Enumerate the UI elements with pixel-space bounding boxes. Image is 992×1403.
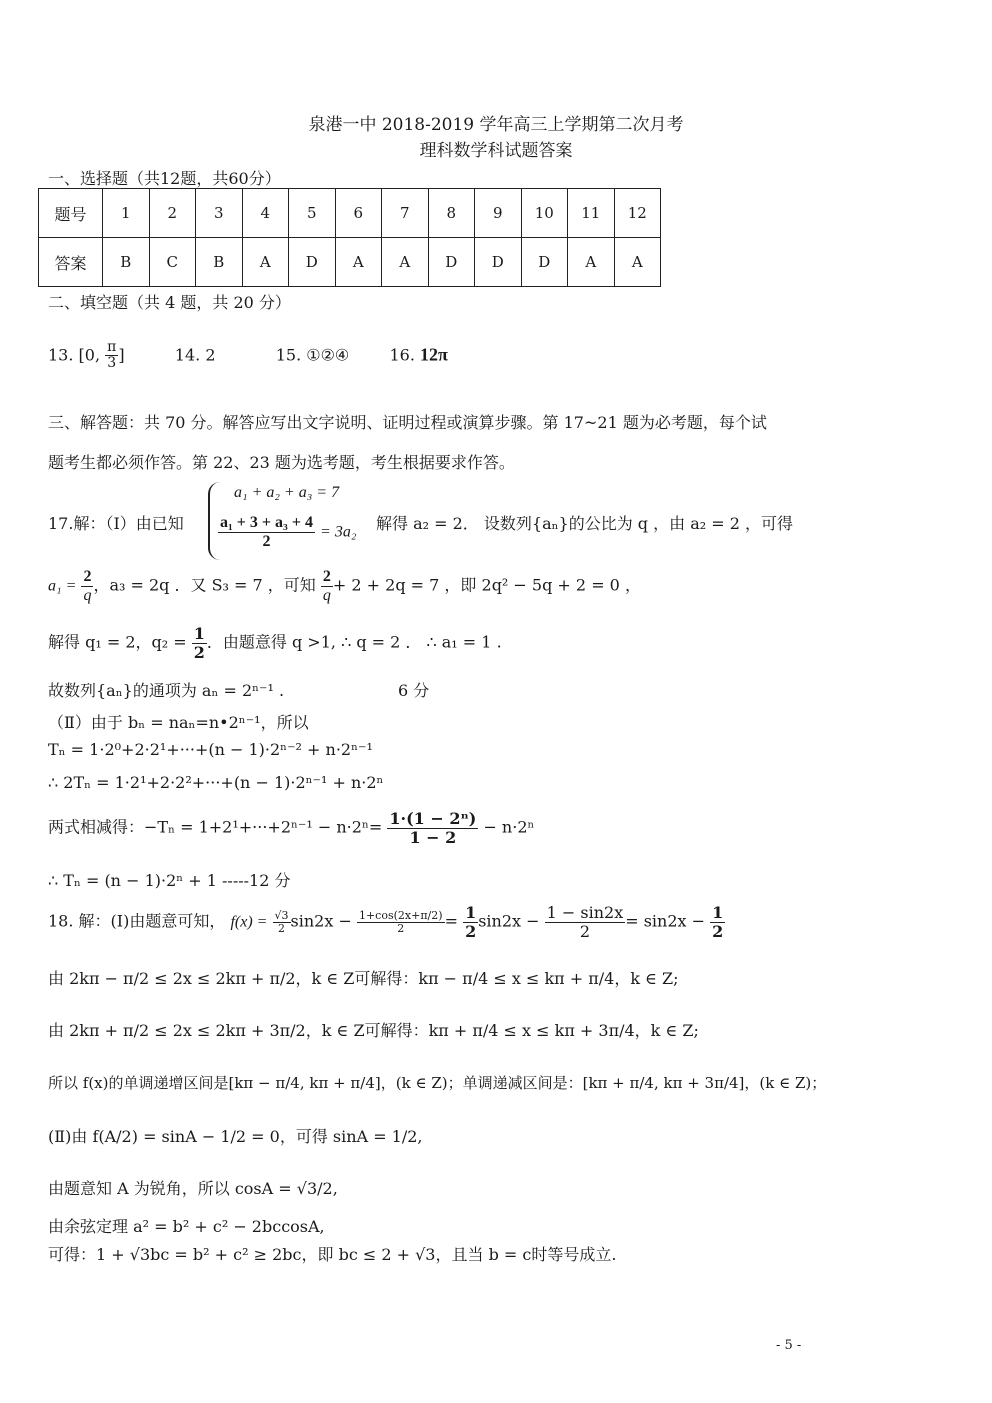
p18-d4: 2 xyxy=(579,921,591,941)
p17-sys2-rhs: = 3a₂ xyxy=(320,523,357,541)
p17-l3-b: ．由题意得 q >1, ∴ q = 2 ． ∴ a₁ = 1 . xyxy=(206,632,502,652)
p17-line9: ∴ Tₙ = (n − 1)·2ⁿ + 1 -----12 分 xyxy=(48,871,291,890)
answer-cell: A xyxy=(335,238,382,287)
p17-sys2-den: 2 xyxy=(262,532,271,550)
p18-l1-b: f(x) = xyxy=(230,913,268,931)
p17-l3-fraction xyxy=(192,625,207,661)
p17-system-eq1: a₁ + a₂ + a₃ = 7 xyxy=(234,484,340,501)
p18-l1-f: = sin2x − xyxy=(625,911,706,931)
p18-line7: 由余弦定理 a² = b² + c² − 2bccosA, xyxy=(48,1217,325,1236)
p17-l8-a: 两式相减得：−Tₙ = 1+2¹+···+2ⁿ⁻¹ − n·2ⁿ= xyxy=(48,817,383,837)
p18-l1-c: sin2x − xyxy=(290,911,352,931)
p17-line3 xyxy=(48,625,502,661)
p18-n1: √3 xyxy=(274,908,289,922)
p18-frac2 xyxy=(357,910,445,935)
answer-cell: D xyxy=(521,238,568,287)
question-number: 12 xyxy=(614,189,661,238)
p18-line4: 所以 f(x)的单调递增区间是[kπ − π/4, kπ + π/4]，(k ∈ Z)；单调递减区间是：[kπ + π/4, kπ + 3π/4]，(k ∈ Z)； xyxy=(48,1074,827,1092)
page-number: - 5 - xyxy=(776,1338,802,1353)
answer-cell: D xyxy=(289,238,336,287)
p17-l3-den: 2 xyxy=(193,642,205,662)
p17-line6: Tₙ = 1·2⁰+2·2¹+···+(n − 1)·2ⁿ⁻² + n·2ⁿ⁻¹ xyxy=(48,740,373,759)
answer-cell: B xyxy=(103,238,150,287)
answer-cell: B xyxy=(196,238,243,287)
p18-l1-e: sin2x − xyxy=(478,911,540,931)
p18-frac5 xyxy=(710,904,725,940)
p17-l2-den2: q xyxy=(322,586,331,604)
question-number: 11 xyxy=(568,189,615,238)
p18-frac3 xyxy=(463,904,478,940)
p18-line3: 由 2kπ + π/2 ≤ 2x ≤ 2kπ + 3π/2，k ∈ Z可解得：kπ + π/4 ≤ x ≤ kπ + 3π/4，k ∈ Z; xyxy=(48,1021,699,1040)
page-subtitle: 理科数学科试题答案 xyxy=(419,141,573,161)
answer-cell: A xyxy=(614,238,661,287)
question-number: 3 xyxy=(196,189,243,238)
section-3-heading-line1: 三、解答题：共 70 分。解答应写出文字说明、证明过程或演算步骤。第 17~21 题为必考题，每个试 xyxy=(48,413,767,432)
answer-cell: A xyxy=(242,238,289,287)
p17-l2-c: + 2 + 2q = 7 ，即 2q² − 5q + 2 = 0 ， xyxy=(332,575,641,595)
q15-answer: 15. ①②④ xyxy=(275,345,350,365)
p18-line8: 可得：1 + √3bc = b² + c² ≥ 2bc，即 bc ≤ 2 + √3，且当 b = c时等号成立. xyxy=(48,1245,617,1264)
question-number: 1 xyxy=(103,189,150,238)
p18-d1: 2 xyxy=(278,921,286,935)
p17-l3-num: 1 xyxy=(193,624,205,643)
question-number: 6 xyxy=(335,189,382,238)
q13-fraction xyxy=(105,340,118,372)
p18-l1-d: = xyxy=(444,911,458,931)
p17-l2-fraction2 xyxy=(321,568,333,604)
p17-l2-den: q xyxy=(83,586,92,604)
p18-line2: 由 2kπ − π/2 ≤ 2x ≤ 2kπ + π/2，k ∈ Z可解得：kπ − π/4 ≤ x ≤ kπ + π/4，k ∈ Z; xyxy=(48,969,679,988)
question-number: 2 xyxy=(149,189,196,238)
p17-l8-num: 1·(1 − 2ⁿ) xyxy=(389,809,477,828)
question-number: 8 xyxy=(428,189,475,238)
answer-row xyxy=(39,238,661,287)
question-number: 5 xyxy=(289,189,336,238)
p18-d2: 2 xyxy=(397,921,405,935)
p17-l8-b: − n·2ⁿ xyxy=(483,817,535,837)
p18-line5: (Ⅱ)由 f(A/2) = sinA − 1/2 = 0，可得 sinA = 1/2, xyxy=(48,1127,423,1146)
section-2-heading: 二、填空题（共 4 题，共 20 分） xyxy=(48,293,291,312)
answer-cell: D xyxy=(428,238,475,287)
row-label-answer: 答案 xyxy=(39,238,103,287)
p17-l2-fraction xyxy=(81,568,93,604)
q13-open: [0, xyxy=(78,345,101,365)
p18-n2: 1+cos(2x+π/2) xyxy=(358,908,443,922)
p17-l2-a: a₁ = xyxy=(48,577,77,595)
question-row xyxy=(39,189,661,238)
question-number: 4 xyxy=(242,189,289,238)
q13-label: 13. xyxy=(48,345,74,365)
p17-line8 xyxy=(48,810,534,846)
fill-answers xyxy=(48,340,448,372)
p17-line2 xyxy=(48,568,641,604)
p17-l8-fraction xyxy=(387,810,478,846)
answer-cell: A xyxy=(382,238,429,287)
p18-n3: 1 xyxy=(465,903,477,922)
section-1-heading: 一、选择题（共12题，共60分） xyxy=(48,169,281,188)
p17-lead: 17.解：（Ⅰ）由已知 xyxy=(48,514,184,533)
answer-table xyxy=(38,188,661,287)
question-number: 9 xyxy=(475,189,522,238)
p18-frac1 xyxy=(273,910,291,935)
p18-l1-a: 18. 解：(Ⅰ)由题意可知， xyxy=(48,911,226,931)
page-title: 泉港一中 2018-2019 学年高三上学期第二次月考 xyxy=(308,115,684,135)
answer-cell: D xyxy=(475,238,522,287)
row-label-question: 题号 xyxy=(39,189,103,238)
q13-den: 3 xyxy=(107,355,117,372)
question-number: 10 xyxy=(521,189,568,238)
p17-l2-num: 2 xyxy=(83,568,92,585)
p17-score-6: 6 分 xyxy=(398,681,430,700)
p17-system-eq2 xyxy=(218,514,356,550)
p18-n4: 1 − sin2x xyxy=(546,903,624,922)
answer-cell: A xyxy=(568,238,615,287)
answer-cell: C xyxy=(149,238,196,287)
p17-l8-den: 1 − 2 xyxy=(409,827,457,847)
p18-n5: 1 xyxy=(712,903,724,922)
p17-line5: （Ⅱ）由于 bₙ = naₙ=n•2ⁿ⁻¹，所以 xyxy=(48,713,309,732)
p18-frac4 xyxy=(545,904,626,940)
p17-sys2-num: a₁ + 3 + a₃ + 4 xyxy=(220,514,313,531)
q16-label: 16. xyxy=(389,345,415,365)
q14-answer: 14. 2 xyxy=(174,345,216,365)
p17-l2-num2: 2 xyxy=(322,568,331,585)
q13-close: ] xyxy=(118,345,125,365)
p18-line6: 由题意知 A 为锐角，所以 cosA = √3/2, xyxy=(48,1179,338,1198)
p17-line4: 故数列{aₙ}的通项为 aₙ = 2ⁿ⁻¹ . xyxy=(48,681,285,700)
p17-system-fraction xyxy=(218,514,315,550)
p17-line7: ∴ 2Tₙ = 1·2¹+2·2²+···+(n − 1)·2ⁿ⁻¹ + n·2ⁿ xyxy=(48,773,384,792)
p17-after-system: 解得 a₂ = 2． 设数列{aₙ}的公比为 q ，由 a₂ = 2 ，可得 xyxy=(376,514,794,533)
q16-value: 12π xyxy=(420,344,448,365)
p18-d5: 2 xyxy=(712,921,724,941)
question-number: 7 xyxy=(382,189,429,238)
q13-num: π xyxy=(107,339,117,355)
p17-l2-b: ，a₃ = 2q ．又 S₃ = 7 ，可知 xyxy=(93,575,316,595)
p17-l3-a: 解得 q₁ = 2，q₂ = xyxy=(48,632,187,652)
section-3-heading-line2: 题考生都必须作答。第 22、23 题为选考题，考生根据要求作答。 xyxy=(48,453,515,472)
p18-d3: 2 xyxy=(465,921,477,941)
p18-line1 xyxy=(48,904,725,940)
